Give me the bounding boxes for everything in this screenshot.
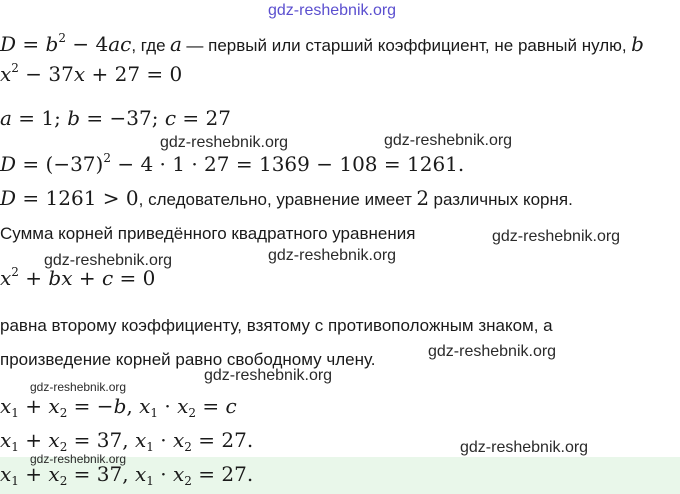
watermark-3: gdz-reshebnik.org [492,228,621,245]
watermark-2: gdz-reshebnik.org [384,132,513,149]
reduced-equation-line: $x^2$ + bx + c = 0 [0,265,156,290]
vieta-line-3: произведение корней равно свободному члену. [0,350,376,369]
text-coef-desc: — первый или старший коэффициент, не равный нулю, [186,36,627,55]
watermark-9: gdz-reshebnik.org [30,452,127,466]
vieta-line-2: равна второму коэффициенту, взятому с противоположным знаком, а [0,316,553,335]
watermark-10: gdz-reshebnik.org [460,439,589,456]
coefficients-line: a = 1; b = −37; c = 27 [0,106,231,130]
watermark-1: gdz-reshebnik.org [160,134,289,151]
text-gde: , где [131,36,166,55]
vieta-intro-line: Сумма корней приведённого квадратного уравнения [0,224,416,243]
discriminant-positive-line: D = 1261 > 0, следовательно, уравнение имеет 2 различных корня. [0,186,573,210]
equation-line: $x^2 - 37x + 27 = 0$ [0,61,183,86]
answer-line: $x_1 + x_2 = 37$, $x_1 \cdot x_2 = 27$. [0,462,254,488]
watermark-6: gdz-reshebnik.org [428,343,557,360]
watermark-top: gdz-reshebnik.org [268,2,397,19]
discriminant-calc-line: $D = (-37)^2 - 4 \cdot 1 \cdot 27 = 1369 - 108 = 1261$. [0,151,465,176]
watermark-4: gdz-reshebnik.org [44,252,173,269]
discriminant-formula-line: $D = b^2 - 4ac$, где a — первый или старший коэффициент, не равный нулю, b [0,31,644,56]
text-roots2: различных корня. [433,190,573,209]
roots-count: 2 [416,186,430,210]
watermark-7: gdz-reshebnik.org [204,367,333,384]
watermark-8: gdz-reshebnik.org [30,380,127,394]
vieta-result-line: $x_1 + x_2 = 37$, $x_1 \cdot x_2 = 27$. [0,428,254,454]
text-roots: , следовательно, уравнение имеет [138,190,412,209]
vieta-formulas-line: $x_1 + x_2 = -b$, $x_1 \cdot x_2 = c$ [0,394,237,420]
watermark-5: gdz-reshebnik.org [268,247,397,264]
